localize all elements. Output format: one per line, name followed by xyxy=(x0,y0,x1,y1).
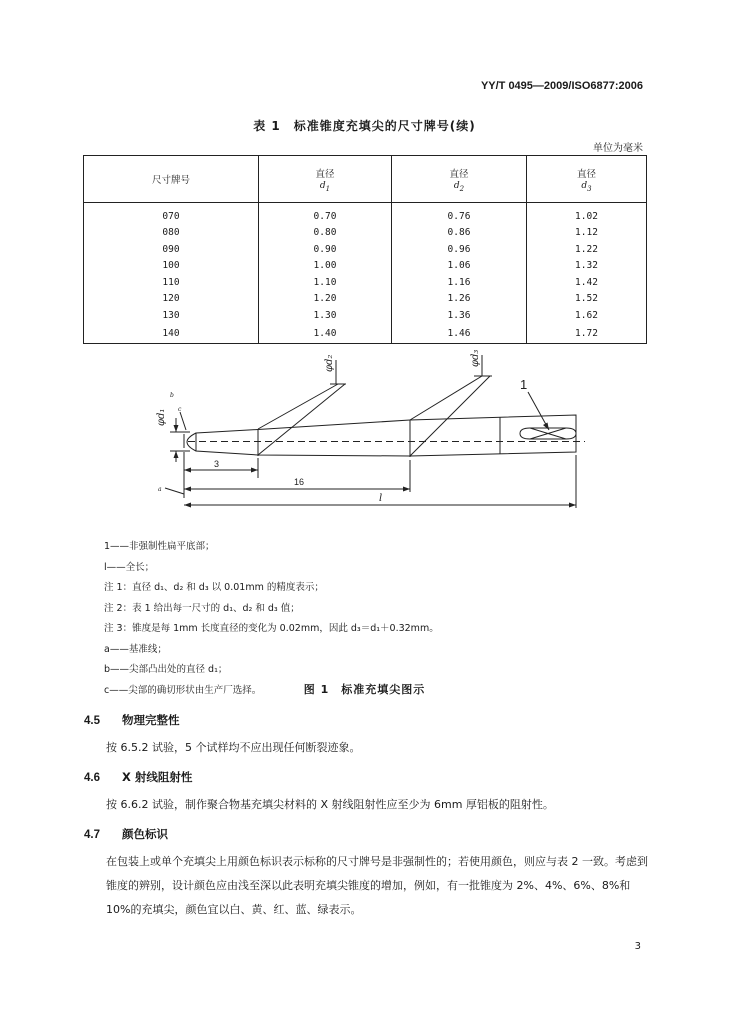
label-phi-d3: φd₃ xyxy=(470,349,481,367)
cell-d2: 0.86 xyxy=(392,225,527,242)
section-body-4-6 xyxy=(84,793,649,817)
header-d1 xyxy=(259,156,392,203)
section-title: 颜色标识 xyxy=(122,827,168,841)
header-d2-label: 直径 xyxy=(449,168,469,180)
cell-d2: 1.46 xyxy=(392,324,527,344)
table-row xyxy=(84,203,647,225)
cell-d1: 1.00 xyxy=(259,258,392,275)
cell-size: 080 xyxy=(84,225,259,242)
section-number: 4.6 xyxy=(84,772,100,784)
cell-d2: 0.96 xyxy=(392,241,527,258)
cell-size: 140 xyxy=(84,324,259,344)
paragraph: 在包装上或单个充填尖上用颜色标识表示标称的尺寸牌号是非强制性的；若使用颜色，则应与表 2 一致。考虑到锥度的辨别，设计颜色应由浅至深以此表明充填尖锥度的增加，例如，有一批锥度为 2%、4%、6%、8%和 10%的充填尖，颜色宜以白、黄、红、蓝、绿表示。 xyxy=(106,855,648,916)
cell-d3: 1.72 xyxy=(527,324,647,344)
label-phi-d1: φd₁ xyxy=(156,408,167,426)
section-title: X 射线阻射性 xyxy=(122,770,193,784)
paragraph: 按 6.5.2 试验，5 个试样均不应出现任何断裂迹象。 xyxy=(106,741,361,754)
note-item: 注 2：表 1 给出每一尺寸的 d₁、d₂ 和 d₃ 值； xyxy=(104,602,300,614)
label-1: 1 xyxy=(520,377,528,392)
cell-d3: 1.02 xyxy=(527,203,647,225)
header-d3-symbol: $d_3$ xyxy=(581,180,592,193)
table-row xyxy=(84,241,647,258)
note-item: 注 3：锥度是每 1mm 长度直径的变化为 0.02mm，因此 d₃＝d₁＋0.32mm。 xyxy=(104,623,439,634)
cell-d3: 1.42 xyxy=(527,274,647,291)
header-d2 xyxy=(392,156,527,203)
leader-a xyxy=(165,488,184,494)
label-c: c xyxy=(178,406,182,413)
header-d1-label: 直径 xyxy=(315,168,335,180)
cell-d1: 0.90 xyxy=(259,241,392,258)
cell-size: 120 xyxy=(84,291,259,308)
filling-point-diagram xyxy=(0,335,729,530)
cell-d3: 1.52 xyxy=(527,291,647,308)
table-row xyxy=(84,274,647,291)
figure-notes xyxy=(104,537,439,701)
section-heading-4-5 xyxy=(84,712,180,728)
cell-d2: 1.06 xyxy=(392,258,527,275)
leader-d3-diagonal xyxy=(410,376,490,456)
table-row xyxy=(84,258,647,275)
header-size-code xyxy=(84,156,259,203)
section-number: 4.7 xyxy=(84,829,100,841)
label-phi-d2: φd₂ xyxy=(324,354,335,372)
note-item: c——尖部的确切形状由生产厂选择。 xyxy=(104,684,262,696)
note-item: b——尖部凸出处的直径 d₁； xyxy=(104,664,228,675)
unit-label: 单位为毫米 xyxy=(593,143,643,154)
header-d1-symbol: $d_1$ xyxy=(319,180,331,193)
cell-d2: 1.16 xyxy=(392,274,527,291)
label-b: b xyxy=(170,392,174,399)
header-d2-symbol: $d_2$ xyxy=(453,180,465,193)
paragraph: 按 6.6.2 试验，制作聚合物基充填尖材料的 X 射线阻射性应至少为 6mm 厚铝板的阻射性。 xyxy=(106,798,554,811)
note-item: 1——非强制性扁平底部； xyxy=(104,541,215,552)
section-heading-4-6 xyxy=(84,769,192,785)
cell-d2: 0.76 xyxy=(392,203,527,225)
cell-d3: 1.22 xyxy=(527,241,647,258)
table-row xyxy=(84,291,647,308)
header-d3-label: 直径 xyxy=(576,168,596,180)
note-item: l——全长； xyxy=(104,561,155,573)
label-a: a xyxy=(158,486,162,493)
label-dim-l: l xyxy=(379,493,383,504)
cell-d1: 0.80 xyxy=(259,225,392,242)
figure-caption: 图 1 标准充填尖图示 xyxy=(303,683,426,696)
table-row xyxy=(84,225,647,242)
table-caption: 表 1 标准锥度充填尖的尺寸牌号(续) xyxy=(253,119,476,133)
note-item: a——基准线； xyxy=(104,643,167,655)
cell-d1: 1.10 xyxy=(259,274,392,291)
standard-code: YY/T 0495—2009/ISO6877:2006 xyxy=(480,80,643,92)
leader-d2-diagonal xyxy=(258,384,345,455)
cell-d2: 1.36 xyxy=(392,307,527,324)
cell-d1: 1.40 xyxy=(259,324,392,344)
cell-d1: 1.20 xyxy=(259,291,392,308)
cell-size: 130 xyxy=(84,307,259,324)
section-body-4-5 xyxy=(84,736,649,760)
cell-size: 070 xyxy=(84,203,259,225)
cell-d3: 1.12 xyxy=(527,225,647,242)
cell-d3: 1.62 xyxy=(527,307,647,324)
cell-size: 090 xyxy=(84,241,259,258)
cell-d1: 0.70 xyxy=(259,203,392,225)
header-size-code-label: 尺寸牌号 xyxy=(151,175,190,186)
dimension-table xyxy=(83,155,647,344)
table-row xyxy=(84,307,647,324)
label-dim-16: 16 xyxy=(294,477,305,487)
cell-d2: 1.26 xyxy=(392,291,527,308)
table-header-row xyxy=(84,156,647,203)
header-d3 xyxy=(527,156,647,203)
cell-d1: 1.30 xyxy=(259,307,392,324)
cell-size: 100 xyxy=(84,258,259,275)
leader-c xyxy=(180,412,186,430)
cell-d3: 1.32 xyxy=(527,258,647,275)
point-body-outline xyxy=(196,415,576,456)
section-title: 物理完整性 xyxy=(122,713,180,727)
section-heading-4-7 xyxy=(84,826,168,842)
cell-size: 110 xyxy=(84,274,259,291)
label-dim-3: 3 xyxy=(214,459,220,469)
page-number: 3 xyxy=(634,941,641,952)
note-item: 注 1：直径 d₁、d₂ 和 d₃ 以 0.01mm 的精度表示； xyxy=(104,582,324,593)
leader-d3-diagonal-2 xyxy=(410,376,482,420)
section-body-4-7 xyxy=(84,850,649,922)
section-number: 4.5 xyxy=(84,715,100,727)
